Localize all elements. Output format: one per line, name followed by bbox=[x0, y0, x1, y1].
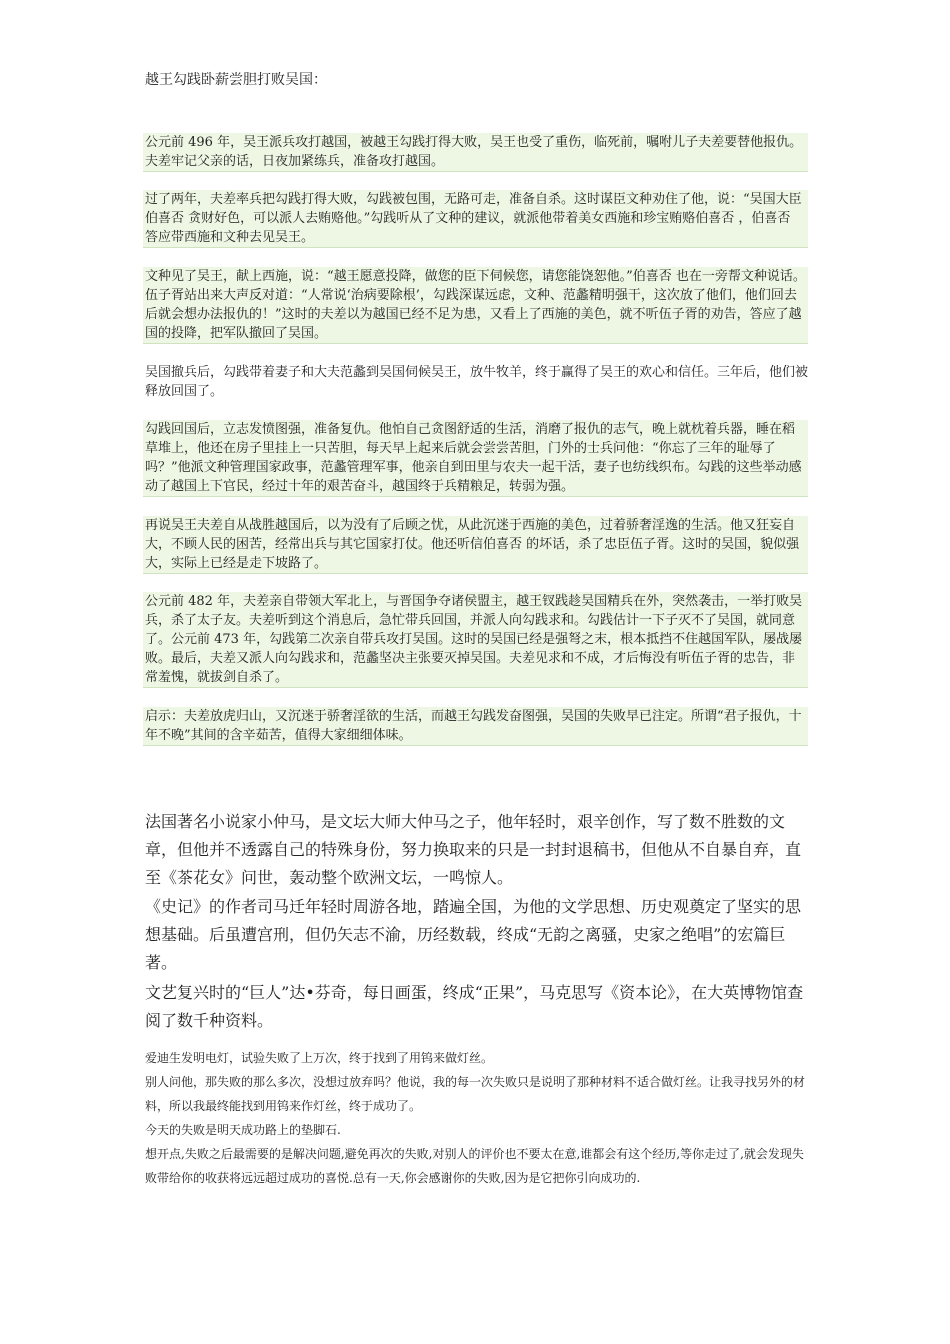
story-paragraph-2: 过了两年，夫差率兵把勾践打得大败，勾践被包围，无路可走，准备自杀。这时谋臣文种劝住了他，说：“吴国大臣伯喜否 贪财好色，可以派人去贿赂他。”勾践听从了文种的建议，就派他带着美女西施和珍宝贿赂伯喜否 ，伯喜否 答应带西施和文种去见吴王。 bbox=[143, 190, 808, 248]
story-moral: 启示：夫差放虎归山，又沉迷于骄奢淫欲的生活，而越王勾践发奋图强，吴国的失败早已注定。所谓“君子报仇，十年不晚”其间的含辛茹苦，值得大家细细体味。 bbox=[143, 707, 808, 746]
story-paragraph-4: 吴国撤兵后，勾践带着妻子和大夫范蠡到吴国伺候吴王，放牛牧羊，终于赢得了吴王的欢心和信任。三年后，他们被释放回国了。 bbox=[145, 365, 809, 399]
story-paragraph-5: 勾践回国后，立志发愤图强，准备复仇。他怕自己贪图舒适的生活，消磨了报仇的志气，晚上就枕着兵器，睡在稻草堆上，他还在房子里挂上一只苦胆，每天早上起来后就会尝尝苦胆，门外的士兵问他：“你忘了三年的耻辱了吗？”他派文种管理国家政事，范蠡管理军事，他亲自到田里与农夫一起干活，妻子也纺线织布。勾践的这些举动感动了越国上下官民，经过十年的艰苦奋斗，越国终于兵精粮足，转弱为强。 bbox=[143, 420, 808, 497]
story-paragraph-1: 公元前 496 年，吴王派兵攻打越国，被越王勾践打得大败，吴王也受了重伤，临死前，嘱咐儿子夫差要替他报仇。夫差牢记父亲的话，日夜加紧练兵，准备攻打越国。 bbox=[143, 133, 808, 172]
essay-paragraph-1: 法国著名小说家小仲马，是文坛大师大仲马之子，他年轻时，艰辛创作，写了数不胜数的文章，但他并不透露自己的特殊身份，努力换取来的只是一封封退稿书，但他从不自暴自弃，直至《茶花女》问世，轰动整个欧洲文坛，一鸣惊人。 bbox=[145, 812, 802, 887]
essay-paragraph-2: 《史记》的作者司马迁年轻时周游各地，踏遍全国，为他的文学思想、历史观奠定了坚实的思想基础。后虽遭宫刑，但仍矢志不渝，历经数载，终成“无韵之离骚，史家之绝唱”的宏篇巨著。 bbox=[145, 897, 802, 972]
story-paragraph-7: 公元前 482 年，夫差亲自带领大军北上，与晋国争夺诸侯盟主，越王钗践趁吴国精兵在外，突然袭击，一举打败吴兵，杀了太子友。夫差听到这个消息后，急忙带兵回国，并派人向勾践求和。勾践估计一下子灭不了吴国，就同意了。公元前 473 年，勾践第二次亲自带兵攻打吴国。这时的吴国已经是强弩之末，根本抵挡不住越国军队，屡战屡败。最后，夫差又派人向勾践求和，范蠡坚决主张要灭掉吴国。夫差见求和不成，才后悔没有听伍子胥的忠告，非常羞愧，就拔剑自杀了。 bbox=[143, 592, 808, 688]
note-line-3: 今天的失败是明天成功路上的垫脚石. bbox=[145, 1123, 341, 1137]
note-line-4: 想开点,失败之后最需要的是解决问题,避免再次的失败,对别人的评价也不要太在意,谁都会有这个经历,等你走过了,就会发现失败带给你的收获将远远超过成功的喜悦.总有一天,你会感谢你的失败,因为是它把你引向成功的. bbox=[145, 1147, 804, 1185]
note-line-2: 别人问他，那失败的那么多次，没想过放弃吗？他说，我的每一次失败只是说明了那种材料不适合做灯丝。让我寻找另外的材料，所以我最终能找到用钨来作灯丝，终于成功了。 bbox=[145, 1075, 806, 1113]
story-paragraph-6: 再说吴王夫差自从战胜越国后，以为没有了后顾之忧，从此沉迷于西施的美色，过着骄奢淫逸的生活。他又狂妄自大，不顾人民的困苦，经常出兵与其它国家打仗。他还听信伯喜否 的坏话，杀了忠臣伍子胥。这时的吴国，貌似强大，实际上已经是走下坡路了。 bbox=[143, 516, 808, 574]
document-title: 越王勾践卧薪尝胆打败吴国： bbox=[145, 72, 327, 88]
story-paragraph-3: 文种见了吴王，献上西施，说：“越王愿意投降，做您的臣下伺候您，请您能饶恕他。”伯喜否 也在一旁帮文种说话。伍子胥站出来大声反对道：“人常说‘治病要除根’，勾践深谋远虑，文种、范蠡精明强干，这次放了他们，他们回去后就会想办法报仇的！”这时的夫差以为越国已经不足为患，又看上了西施的美色，就不听伍子胥的劝告，答应了越国的投降，把军队撤回了吴国。 bbox=[143, 267, 808, 344]
essay-paragraph-3: 文艺复兴时的“巨人”达•芬奇，每日画蛋，终成“正果”，马克思写《资本论》，在大英博物馆查阅了数千种资料。 bbox=[145, 983, 804, 1030]
note-line-1: 爱迪生发明电灯，试验失败了上万次，终于找到了用钨来做灯丝。 bbox=[145, 1051, 494, 1065]
